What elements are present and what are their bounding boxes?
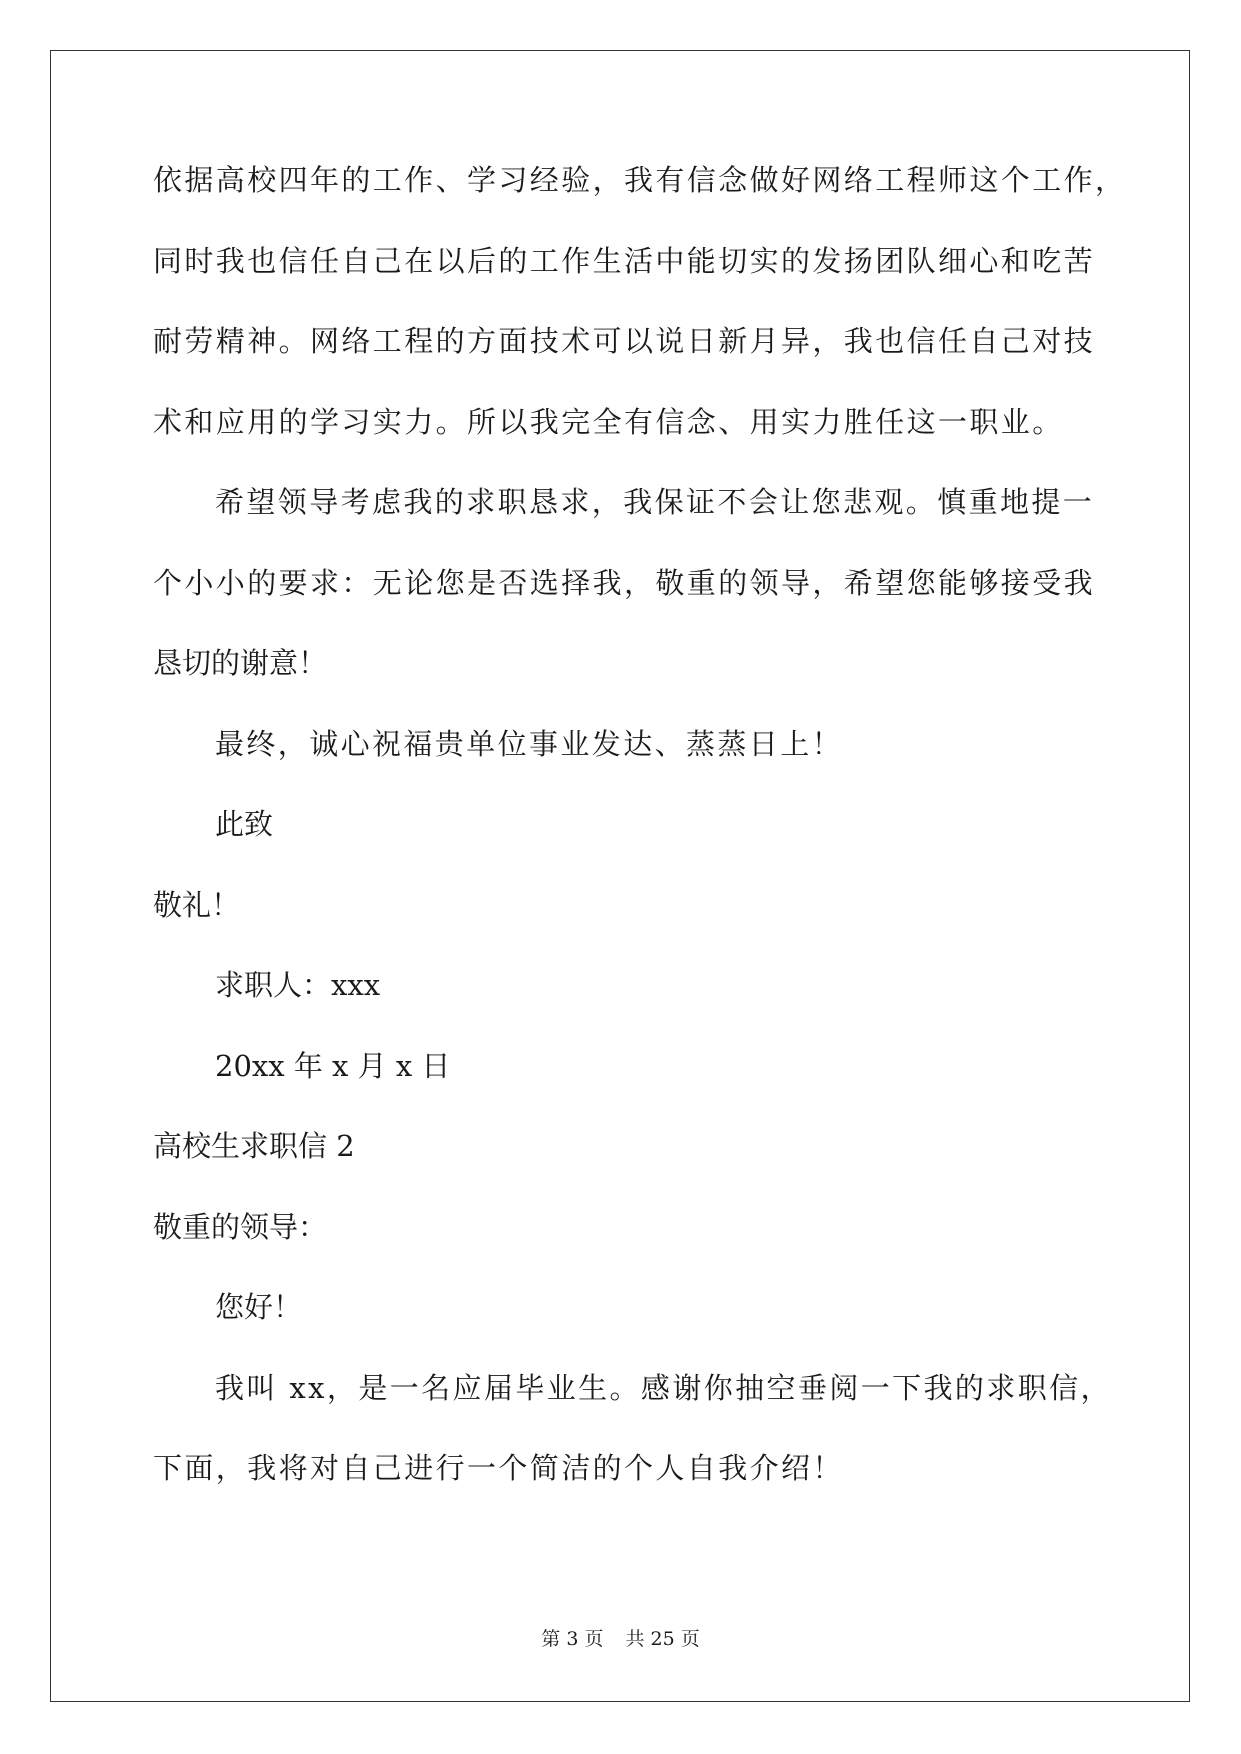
text-line: 恳切的谢意！ bbox=[153, 646, 328, 680]
page-number: 第 3 页 bbox=[541, 1628, 604, 1650]
text-line: 希望领导考虑我的求职恳求，我保证不会让您悲观。慎重地提一 bbox=[215, 485, 1095, 519]
text-line: 我叫 xx，是一名应届毕业生。感谢你抽空垂阅一下我的求职信， bbox=[215, 1370, 1112, 1405]
page-total: 共 25 页 bbox=[625, 1628, 700, 1650]
page-footer bbox=[0, 1628, 1241, 1650]
text-line: 术和应用的学习实力。所以我完全有信念、用实力胜任这一职业。 bbox=[153, 404, 1064, 439]
text-line: 敬礼！ bbox=[153, 887, 241, 922]
text-line: 个小小的要求：无论您是否选择我，敬重的领导，希望您能够接受我 bbox=[153, 565, 1096, 600]
text-line: 20xx 年 x 月 x 日 bbox=[215, 1048, 451, 1083]
text-line: 此致 bbox=[215, 807, 274, 841]
text-line: 依据高校四年的工作、学习经验，我有信念做好网络工程师这个工作， bbox=[153, 163, 1127, 197]
text-line: 您好！ bbox=[215, 1290, 303, 1324]
section-heading: 高校生求职信 2 bbox=[153, 1129, 355, 1163]
text-line: 耐劳精神。网络工程的方面技术可以说日新月异，我也信任自己对技 bbox=[153, 324, 1096, 358]
text-line: 敬重的领导： bbox=[153, 1209, 328, 1244]
text-line: 下面，我将对自己进行一个简洁的个人自我介绍！ bbox=[153, 1451, 844, 1485]
text-line: 同时我也信任自己在以后的工作生活中能切实的发扬团队细心和吃苦 bbox=[153, 243, 1096, 278]
text-line: 求职人：xxx bbox=[215, 968, 381, 1002]
text-line: 最终，诚心祝福贵单位事业发达、蒸蒸日上！ bbox=[215, 726, 844, 761]
document-body bbox=[153, 163, 1127, 1535]
